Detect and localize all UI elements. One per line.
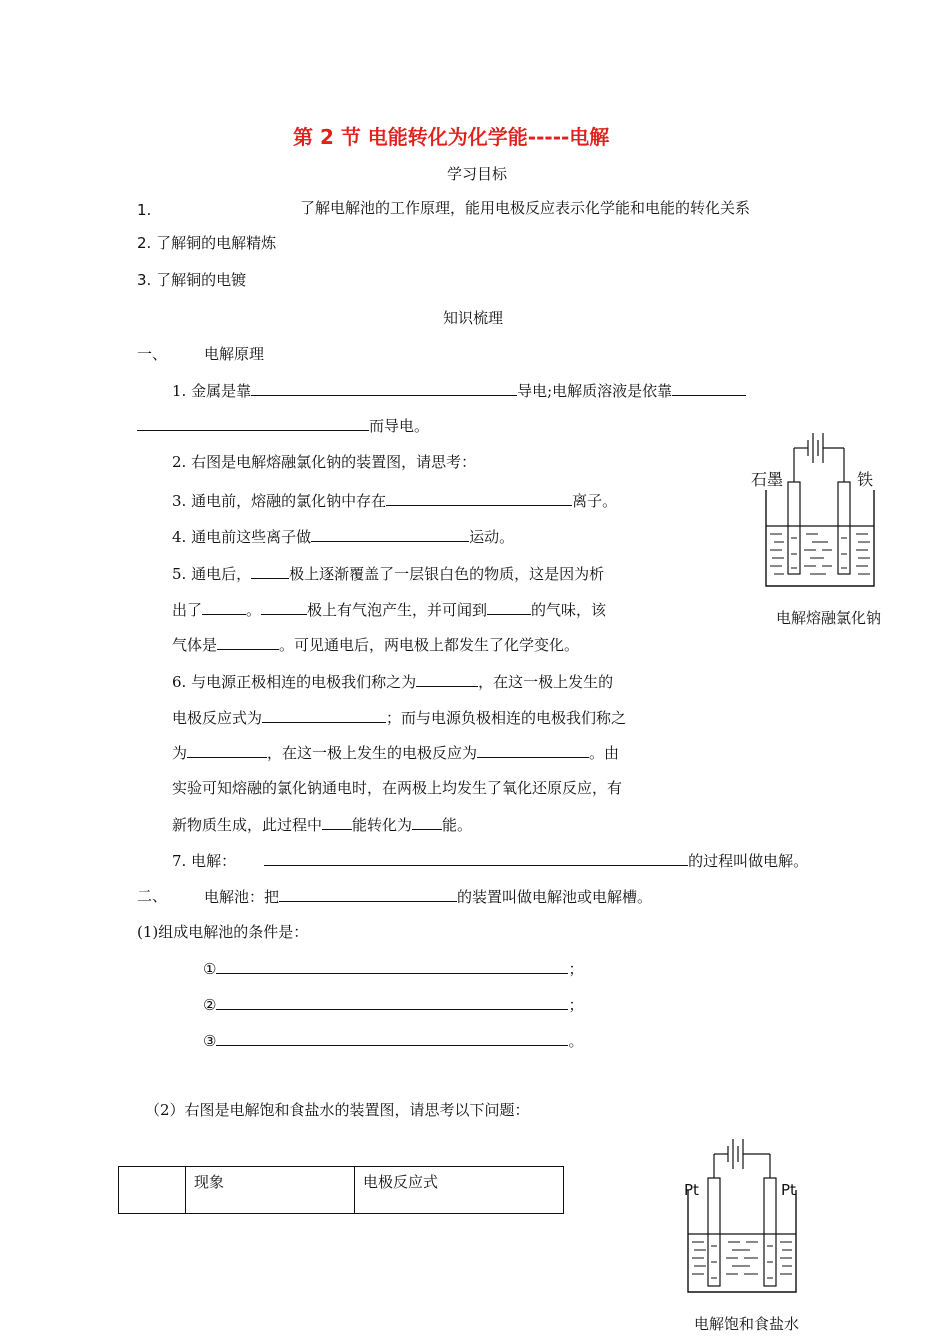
table-header-electrode-equation: 电极反应式 — [355, 1167, 564, 1214]
q6-text-i: 新物质生成，此过程中 — [172, 816, 323, 834]
objective-1-num: 1. — [137, 201, 152, 219]
q1-blank-2a[interactable] — [672, 380, 746, 396]
q7-blank[interactable] — [264, 850, 688, 866]
part-2-intro: （2）右图是电解饱和食盐水的装置图，请思考以下问题： — [145, 1101, 530, 1119]
objective-2-text: 了解铜的电解精炼 — [156, 234, 277, 252]
q6-blank-2[interactable] — [262, 707, 386, 723]
objective-3-num: 3. — [137, 271, 152, 289]
q6-blank-5[interactable] — [322, 814, 352, 830]
question-5-line2 — [172, 599, 606, 620]
q4-text-a: 4. 通电前这些离子做 — [172, 528, 312, 546]
question-2: 2. 右图是电解熔融氯化钠的装置图，请思考： — [172, 453, 477, 471]
question-7 — [172, 850, 808, 871]
condition-3-blank[interactable] — [216, 1030, 568, 1046]
q6-text-d: ；而与电源负极相连的电极我们称之 — [386, 709, 627, 727]
q5-text-d: 。 — [246, 601, 262, 619]
reaction-table — [118, 1166, 564, 1214]
question-1-line2 — [137, 415, 429, 436]
condition-3 — [203, 1030, 583, 1051]
q1-text-a: 1. 金属是靠 — [172, 382, 252, 400]
condition-1-mark: ① — [203, 960, 217, 978]
question-4 — [172, 526, 514, 547]
q7-text-b: 的过程叫做电解。 — [688, 852, 809, 870]
q5-text-g: 气体是 — [172, 636, 218, 654]
s2-blank[interactable] — [279, 886, 457, 902]
q5-text-f: 的气味，该 — [531, 601, 607, 619]
q6-blank-6[interactable] — [412, 814, 442, 830]
figure1-right-label: 铁 — [857, 470, 874, 489]
section-2-num: 二、 — [137, 887, 168, 905]
question-5-line1 — [172, 563, 604, 584]
q6-text-f: ，在这一极上发生的电极反应为 — [267, 744, 478, 762]
figure1-left-label: 石墨 — [751, 470, 784, 489]
q6-blank-3[interactable] — [187, 742, 267, 758]
section-1-num: 一、 — [137, 345, 168, 363]
objectives-heading: 学习目标 — [447, 165, 508, 183]
q5-blank-5[interactable] — [217, 634, 279, 650]
q3-blank[interactable] — [386, 490, 572, 506]
figure1-caption: 电解熔融氯化钠 — [776, 609, 882, 627]
section-2-line — [204, 886, 652, 907]
question-6-line2 — [172, 707, 626, 728]
condition-2-blank[interactable] — [216, 994, 568, 1010]
figure2-left-label: Pt — [684, 1181, 699, 1199]
q3-text-a: 3. 通电前，熔融的氯化钠中存在 — [172, 492, 387, 510]
q5-blank-1[interactable] — [251, 563, 289, 579]
q6-text-j: 能转化为 — [352, 816, 413, 834]
q6-text-a: 6. 与电源正极相连的电极我们称之为 — [172, 673, 417, 691]
q1-blank-2b[interactable] — [137, 415, 369, 431]
q6-blank-1[interactable] — [416, 671, 478, 687]
condition-2-mark: ② — [203, 996, 217, 1014]
q6-blank-4[interactable] — [477, 742, 589, 758]
objective-2 — [137, 233, 276, 253]
figure2-caption: 电解饱和食盐水 — [694, 1315, 800, 1333]
condition-1-end: ； — [568, 960, 584, 978]
condition-3-end: 。 — [568, 1032, 584, 1050]
q5-text-b: 极上逐渐覆盖了一层银白色的物质，这是因为析 — [289, 565, 605, 583]
figure-molten-nacl-apparatus — [760, 428, 880, 590]
q5-text-c: 出了 — [172, 601, 203, 619]
question-1-line1 — [172, 380, 746, 401]
condition-1-blank[interactable] — [216, 958, 568, 974]
condition-2 — [203, 994, 583, 1015]
q5-blank-2[interactable] — [202, 599, 246, 615]
q4-blank[interactable] — [311, 526, 469, 542]
q5-text-h: 。可见通电后，两电极上都发生了化学变化。 — [279, 636, 580, 654]
q6-text-b: ，在这一极上发生的 — [478, 673, 614, 691]
q6-text-c: 电极反应式为 — [172, 709, 263, 727]
q5-blank-3[interactable] — [261, 599, 307, 615]
conditions-heading: (1)组成电解池的条件是： — [137, 923, 309, 941]
q1-text-b: 导电;电解质溶液是依靠 — [517, 382, 673, 400]
page-title: 第 2 节 电能转化为化学能-----电解 — [293, 125, 610, 149]
question-3 — [172, 490, 617, 511]
q5-text-a: 5. 通电后， — [172, 565, 252, 583]
q7-text-a: 7. 电解： — [172, 852, 237, 870]
section-1-title: 电解原理 — [204, 345, 265, 363]
table-row — [119, 1167, 564, 1214]
figure2-right-label: Pt — [781, 1181, 796, 1199]
question-5-line3 — [172, 634, 579, 655]
question-6-line1 — [172, 671, 613, 692]
q5-text-e: 极上有气泡产生，并可闻到 — [307, 601, 488, 619]
objective-1-text: 了解电解池的工作原理，能用电极反应表示化学能和电能的转化关系 — [300, 199, 751, 217]
table-header-blank — [119, 1167, 186, 1214]
objective-3 — [137, 270, 246, 290]
q6-text-e: 为 — [172, 744, 188, 762]
question-6-line4: 实验可知熔融的氯化钠通电时，在两极上均发生了氧化还原反应，有 — [172, 779, 623, 797]
condition-2-end: ； — [568, 996, 584, 1014]
q6-text-k: 能。 — [442, 816, 473, 834]
q1-text-c: 而导电。 — [369, 417, 430, 435]
q6-text-g: 。由 — [589, 744, 620, 762]
q3-text-b: 离子。 — [572, 492, 618, 510]
q5-blank-4[interactable] — [487, 599, 531, 615]
knowledge-heading: 知识梳理 — [443, 309, 504, 327]
table-header-phenomenon: 现象 — [186, 1167, 355, 1214]
question-6-line3 — [172, 742, 619, 763]
figure-brine-apparatus — [680, 1134, 800, 1296]
q1-blank-1[interactable] — [251, 380, 517, 396]
objective-2-num: 2. — [137, 234, 152, 252]
s2-text-b: 的装置叫做电解池或电解槽。 — [457, 888, 653, 906]
objective-3-text: 了解铜的电镀 — [156, 271, 247, 289]
question-6-line5 — [172, 814, 472, 835]
q4-text-b: 运动。 — [469, 528, 515, 546]
condition-1 — [203, 958, 583, 979]
condition-3-mark: ③ — [203, 1032, 217, 1050]
s2-text-a: 电解池：把 — [204, 888, 280, 906]
